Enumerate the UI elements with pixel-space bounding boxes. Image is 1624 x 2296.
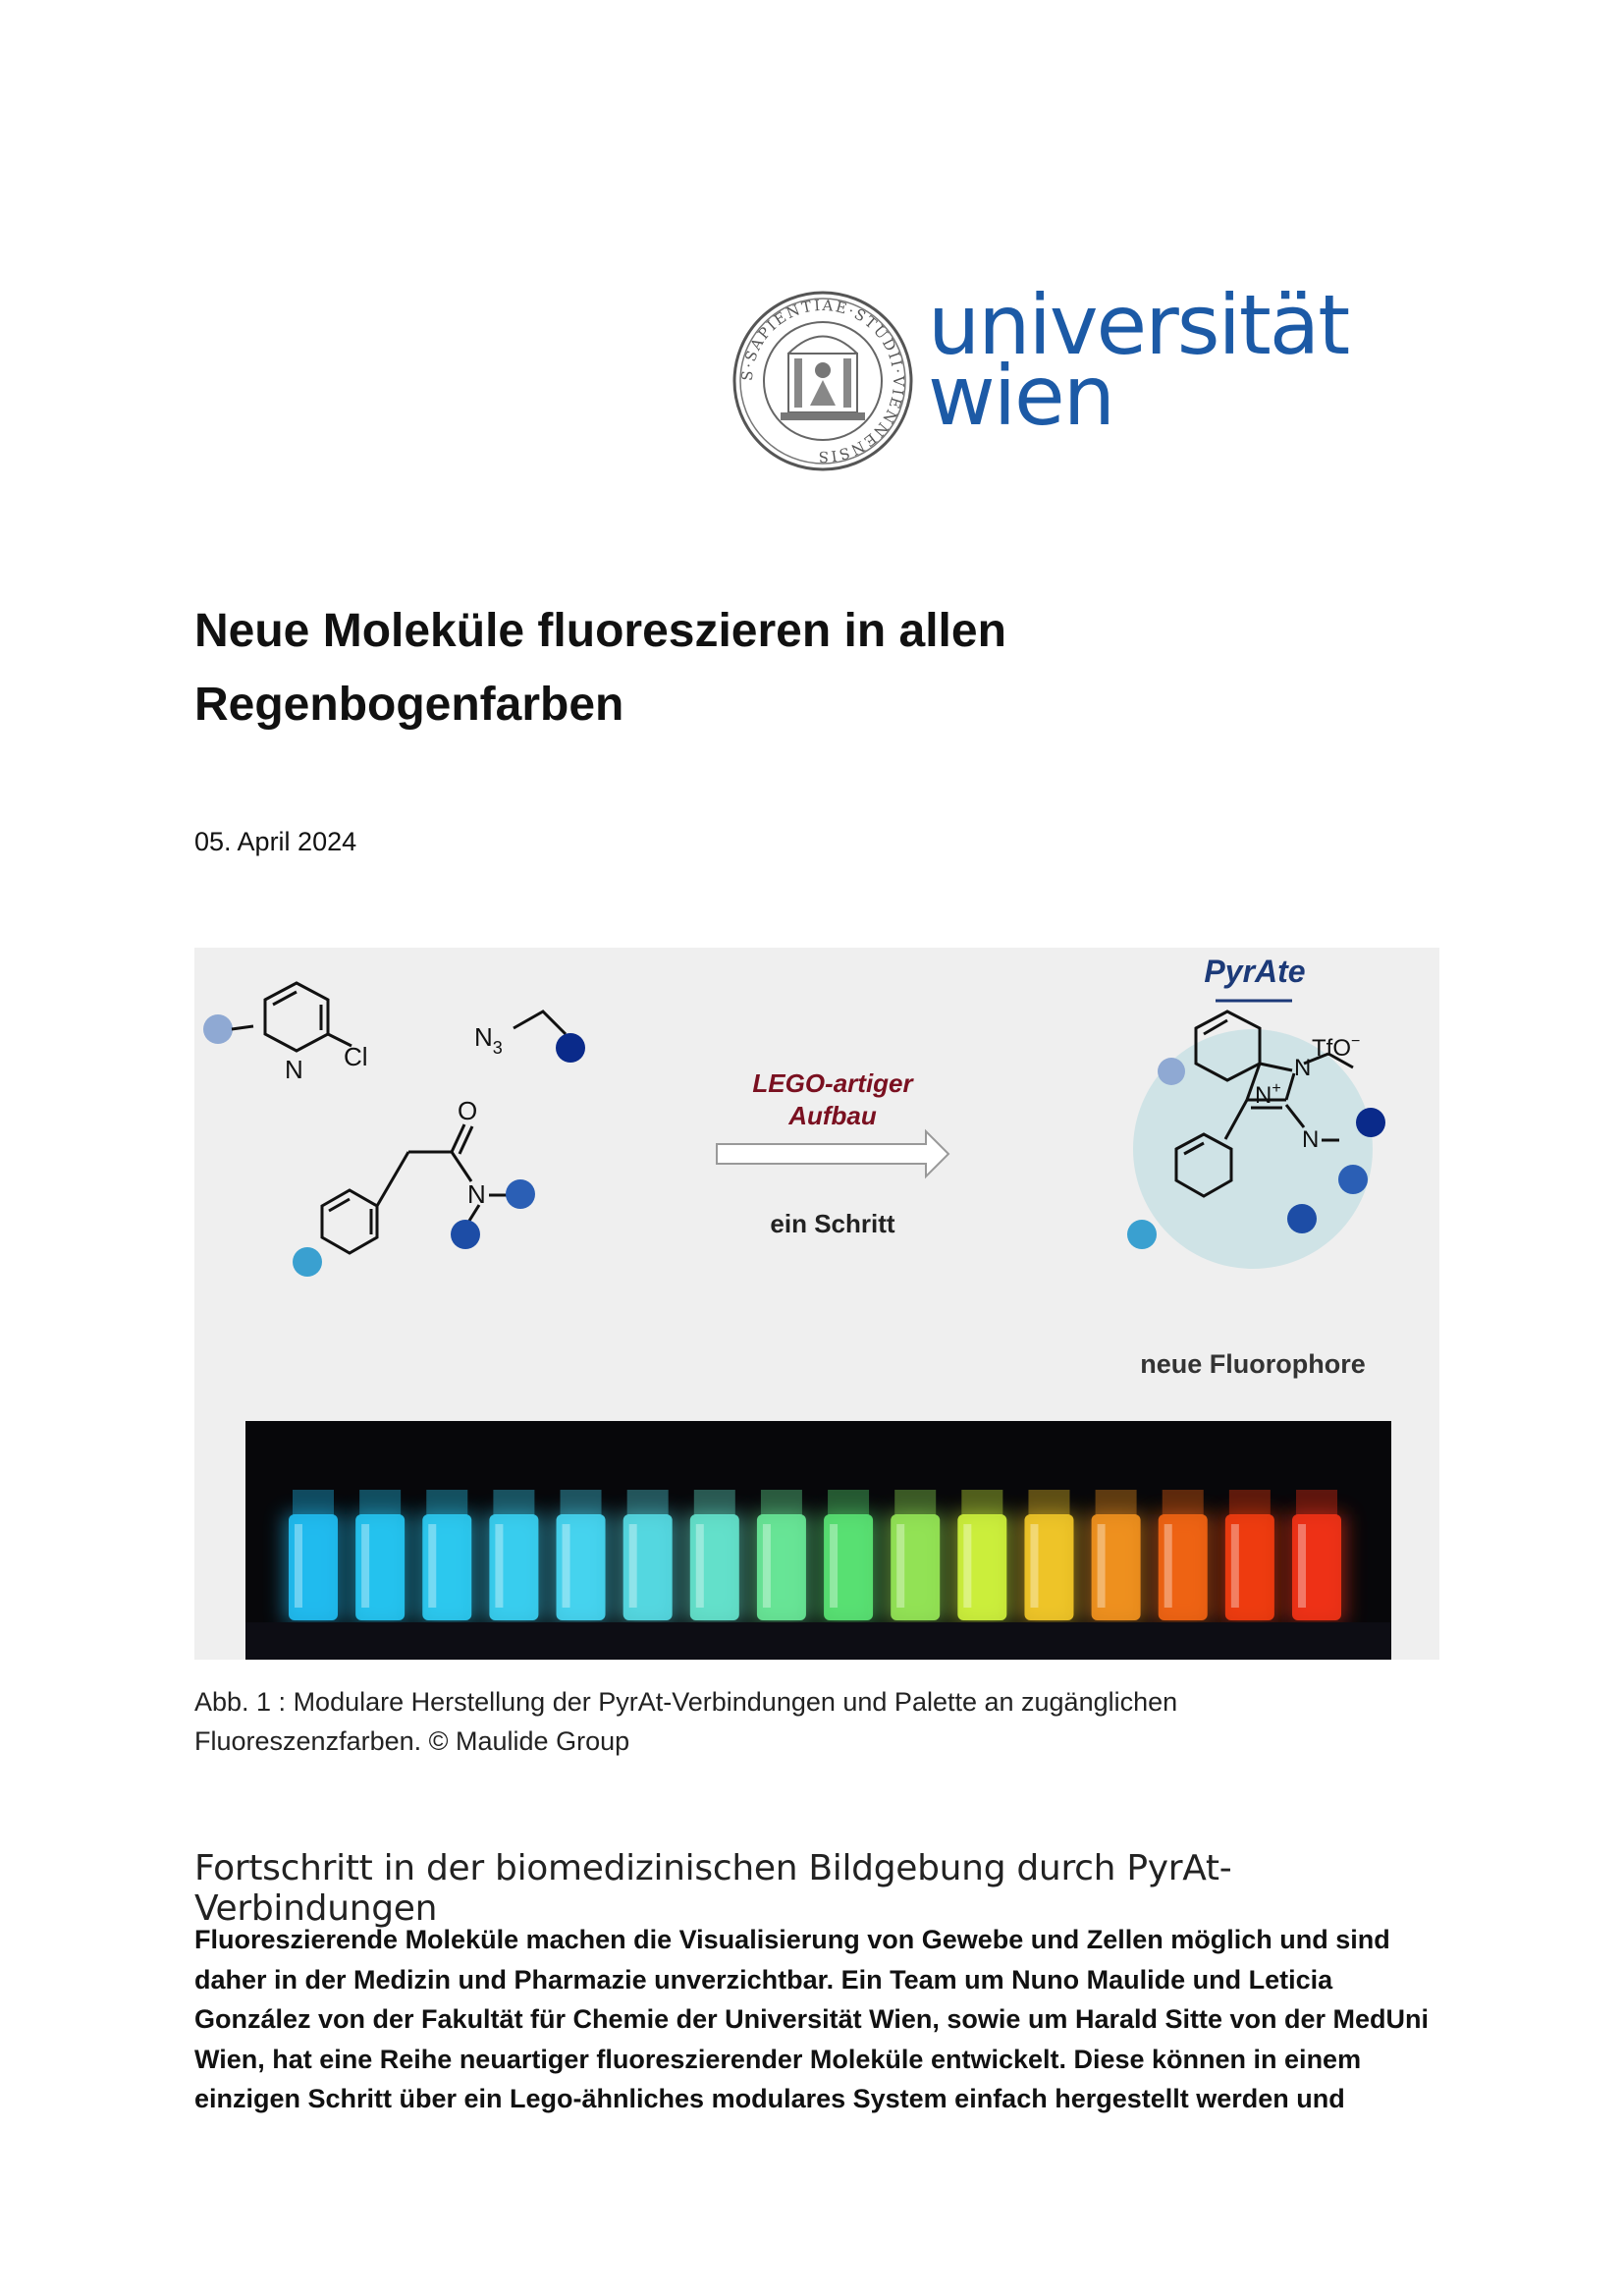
product-n2: N — [1294, 1055, 1312, 1081]
vial — [418, 1490, 475, 1622]
carbonyl-o-label: O — [458, 1096, 478, 1125]
vial — [1020, 1490, 1077, 1622]
substituent-dot — [203, 1014, 233, 1044]
university-logo — [731, 277, 1399, 476]
vial — [1155, 1490, 1212, 1622]
vial — [553, 1490, 610, 1622]
vial — [953, 1490, 1010, 1622]
caption-line2: Fluoreszenzfarben. © Maulide Group — [194, 1726, 630, 1756]
azide-label: $N_3$ — [474, 1022, 503, 1058]
vial — [820, 1490, 877, 1622]
azide-dot — [556, 1033, 585, 1063]
product-dot-2 — [1356, 1108, 1385, 1137]
caption-line1: Abb. 1 : Modulare Herstellung der PyrAt-Verbindungen und Palette an zugänglichen — [194, 1687, 1178, 1717]
vial — [485, 1490, 542, 1622]
chloro-label: Cl — [344, 1042, 368, 1071]
logo-wordmark-line1: universität — [928, 277, 1349, 373]
vial — [1221, 1490, 1278, 1622]
reaction-scheme — [194, 948, 1439, 1421]
amide-n-label: N — [467, 1179, 486, 1209]
vial — [1288, 1490, 1345, 1622]
lead-line1: Fluoreszierende Moleküle machen die Visualisierung von Gewebe und Zellen möglich und sind — [194, 1925, 1390, 1954]
product-dot-5 — [1127, 1220, 1157, 1249]
amide-dot-2 — [451, 1220, 480, 1249]
aryl-dot — [293, 1247, 322, 1277]
lead-line2: daher in der Medizin und Pharmazie unverzichtbar. Ein Team um Nuno Maulide und Leticia — [194, 1964, 1333, 1995]
vial — [285, 1490, 342, 1622]
seal-text: S·SAPIENTIAE·STUDII·VIENNENSIS — [737, 296, 908, 466]
university-seal-icon — [731, 290, 914, 472]
vial-shelf — [245, 1622, 1391, 1660]
arrow-label-line2: Aufbau — [788, 1101, 877, 1130]
vial — [753, 1490, 810, 1622]
pyridine-n-label: N — [285, 1055, 303, 1084]
fluorescent-vials-photo — [245, 1421, 1391, 1660]
product-dot-3 — [1338, 1165, 1368, 1194]
vial — [352, 1490, 408, 1622]
product-n-plus: N+ — [1255, 1080, 1281, 1109]
product-name: PyrAte — [1204, 954, 1306, 989]
figure-image — [194, 948, 1439, 1660]
vial — [887, 1490, 944, 1622]
lead-line4: Wien, hat eine Reihe neuartiger fluoreszierender Moleküle entwickelt. Diese können in einem — [194, 2044, 1362, 2074]
article-title — [194, 594, 1422, 741]
product-n3: N — [1302, 1126, 1320, 1153]
counterion-label: TfO− — [1312, 1033, 1361, 1062]
reaction-arrow-icon — [717, 1131, 948, 1176]
vial — [1088, 1490, 1145, 1622]
product-caption: neue Fluorophore — [1140, 1349, 1366, 1379]
section-subheading: Fortschritt in der biomedizinischen Bildgebung durch PyrAt-Verbindungen — [194, 1848, 1232, 1929]
vial — [686, 1490, 743, 1622]
article-title-line2: Regenbogenfarben — [194, 679, 624, 731]
vial-row — [245, 1421, 1391, 1660]
lead-line3: González von der Fakultät für Chemie der Universität Wien, sowie um Harald Sitte von der MedUni — [194, 2004, 1430, 2034]
lead-paragraph — [194, 1920, 1441, 2119]
phenylacetamide-structure — [322, 1124, 472, 1253]
vial — [620, 1490, 677, 1622]
step-label: ein Schritt — [770, 1209, 895, 1238]
lead-line5: einzigen Schritt über ein Lego-ähnliches modulares System einfach hergestellt werden und — [194, 2084, 1345, 2113]
amide-dot-1 — [506, 1179, 535, 1209]
product-dot-1 — [1158, 1058, 1185, 1085]
article-title-line1: Neue Moleküle fluoreszieren in allen — [194, 605, 1006, 657]
article-date: 05. April 2024 — [194, 827, 357, 856]
logo-wordmark-line2: wien — [928, 348, 1113, 444]
product-dot-4 — [1287, 1204, 1317, 1233]
arrow-label-line1: LEGO-artiger — [752, 1068, 913, 1098]
chloropyridine-structure — [265, 983, 352, 1051]
figure-caption — [194, 1682, 1432, 1761]
